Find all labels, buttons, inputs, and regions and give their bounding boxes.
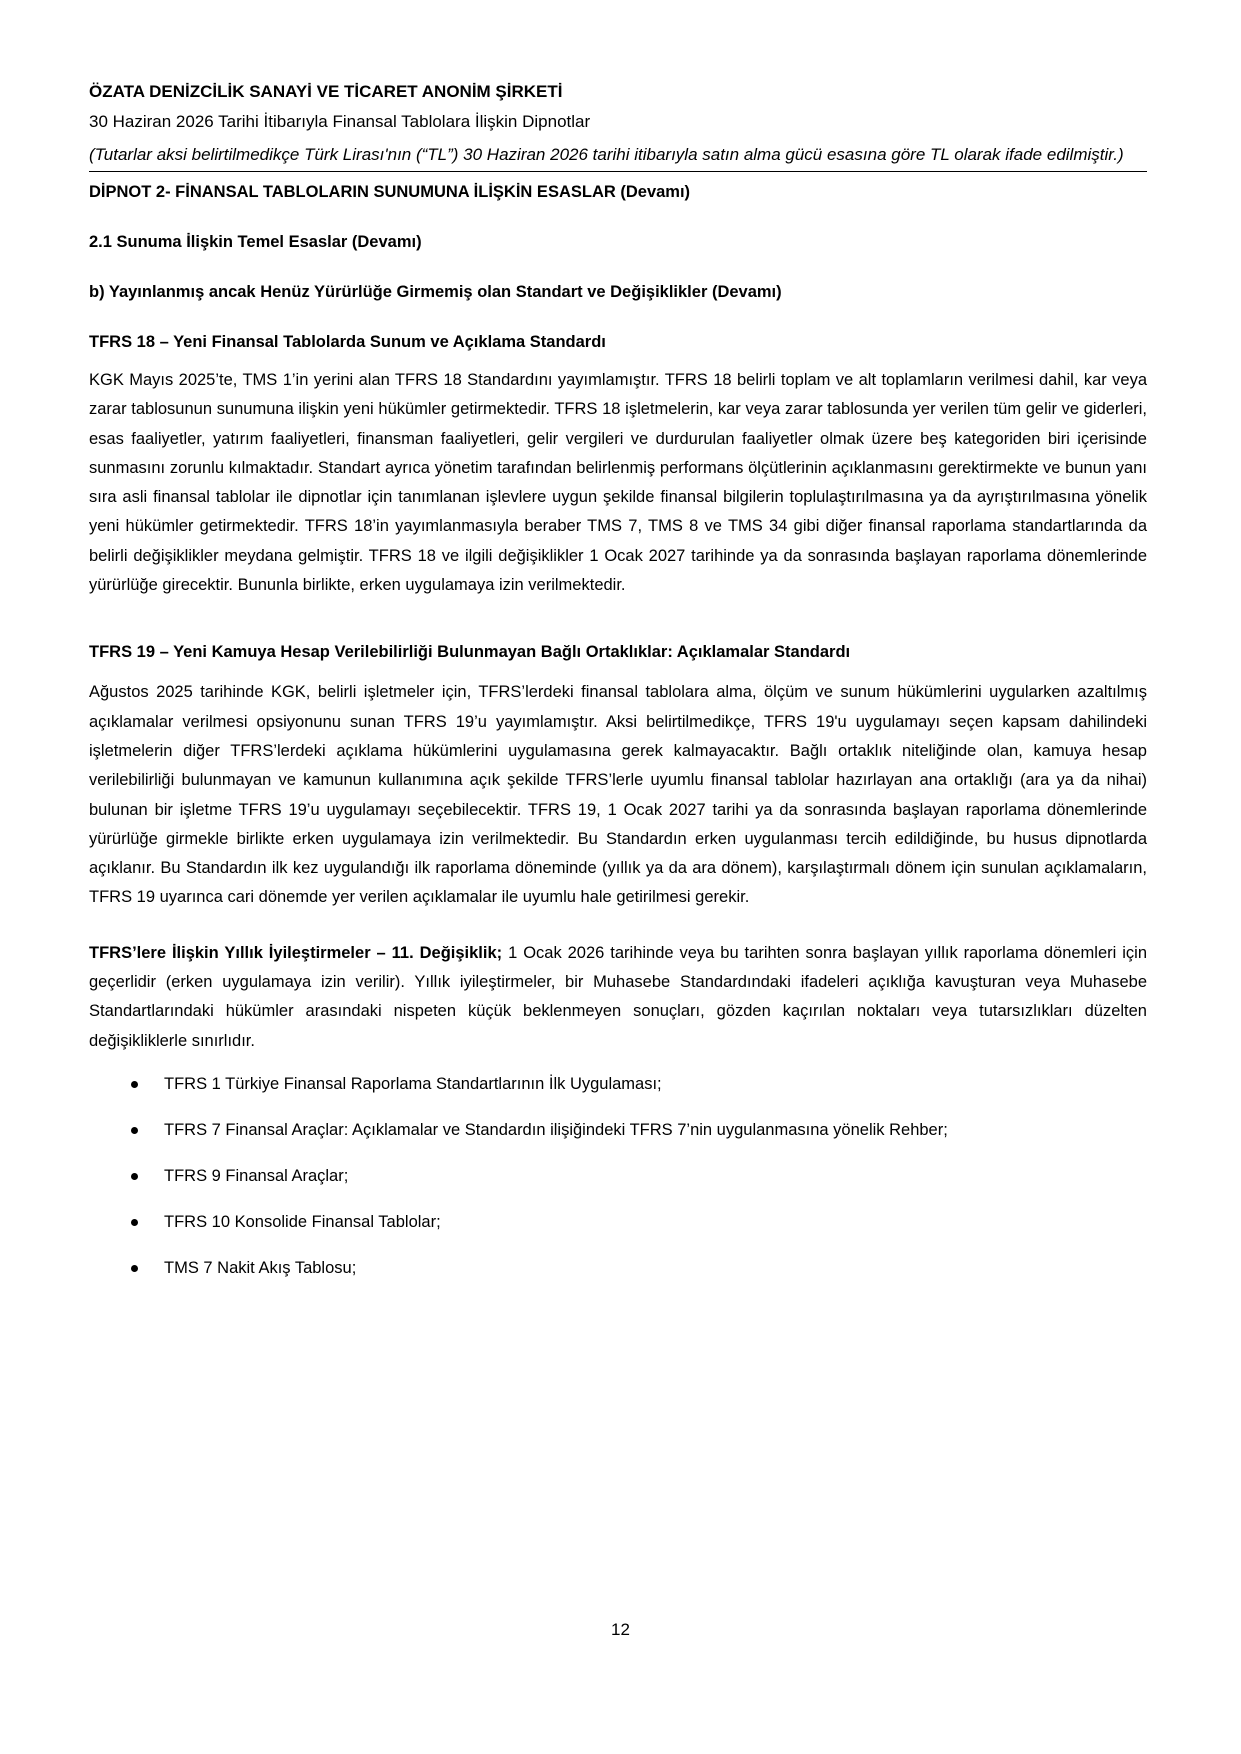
tfrs19-heading: TFRS 19 – Yeni Kamuya Hesap Verilebilirliği Bulunmayan Bağlı Ortaklıklar: Açıklamalar Standardı xyxy=(89,643,851,662)
list-item-text: TFRS 9 Finansal Araçlar; xyxy=(164,1166,349,1185)
improvements-paragraph xyxy=(89,939,1147,1056)
tfrs18-heading: TFRS 18 – Yeni Finansal Tablolarda Sunum ve Açıklama Standardı xyxy=(89,333,606,351)
subsection-b-title: b) Yayınlanmış ancak Henüz Yürürlüğe Girmemiş olan Standart ve Değişiklikler (Devamı) xyxy=(89,283,782,301)
list-item xyxy=(89,1118,1147,1142)
page-number: 12 xyxy=(611,1620,630,1639)
bullet-icon xyxy=(131,1265,138,1272)
document-page xyxy=(89,80,1147,1302)
currency-note: (Tutarlar aksi belirtilmedikçe Türk Lirası'nın (“TL”) 30 Haziran 2026 tarihi itibarıyla satın alma gücü esasına göre TL olarak ifade edilmiştir.) xyxy=(89,145,1124,164)
company-name: ÖZATA DENİZCİLİK SANAYİ VE TİCARET ANONİM ŞİRKETİ xyxy=(89,82,563,101)
improvements-lead: TFRS’lere İlişkin Yıllık İyileştirmeler – 11. Değişiklik; xyxy=(89,943,503,962)
list-item xyxy=(89,1256,1147,1280)
list-item-text: TFRS 10 Konsolide Finansal Tablolar; xyxy=(164,1212,441,1231)
section-title: DİPNOT 2- FİNANSAL TABLOLARIN SUNUMUNA İLİŞKİN ESASLAR (Devamı) xyxy=(89,183,691,201)
bullet-icon xyxy=(131,1127,138,1134)
list-item xyxy=(89,1164,1147,1188)
tfrs18-paragraph: KGK Mayıs 2025’te, TMS 1’in yerini alan TFRS 18 Standardını yayımlamıştır. TFRS 18 belirli toplam ve alt toplamların verilmesi dahil, kar veya zarar tablosunun sunumuna ilişkin yeni hükümler getirmektedir. TFRS 18 işletmelerin, kar veya zarar tablosunda yer verilen tüm gelir ve giderleri, esas faaliyetler, yatırım faaliyetleri, finansman faaliyetleri, gelir vergileri ve durdurulan faaliyetler olmak üzere beş kategoriden biri içerisinde sunmasını zorunlu kılmaktadır. Standart ayrıca yönetim tarafından belirlenmiş performans ölçütlerinin açıklanmasını gerektirmekte ve bunun yanı sıra asli finansal tablolar ile dipnotlar için tanımlanan işlevlere uygun şekilde finansal bilgilerin toplulaştırılmasına ya da ayrıştırılmasına yönelik yeni hükümler getirmektedir. TFRS 18’in yayımlanmasıyla beraber TMS 7, TMS 8 ve TMS 34 gibi diğer finansal raporlama standartlarında da belirli değişiklikler meydana gelmiştir. TFRS 18 ve ilgili değişiklikler 1 Ocak 2027 tarihinde ya da sonrasında başlayan raporlama dönemlerinde yürürlüğe girecektir. Bununla birlikte, erken uygulamaya izin verilmektedir. xyxy=(89,371,1147,595)
document-subtitle: 30 Haziran 2026 Tarihi İtibarıyla Finansal Tablolara İlişkin Dipnotlar xyxy=(89,112,591,131)
bullet-icon xyxy=(131,1219,138,1226)
list-item xyxy=(89,1210,1147,1234)
subsection-title: 2.1 Sunuma İlişkin Temel Esaslar (Devamı) xyxy=(89,233,422,251)
list-item-text: TFRS 7 Finansal Araçlar: Açıklamalar ve Standardın ilişiğindeki TFRS 7’nin uygulanmasına yönelik Rehber; xyxy=(164,1120,948,1139)
bullet-icon xyxy=(131,1173,138,1180)
improvements-text: 1 Ocak 2026 tarihinde veya bu tarihten sonra başlayan yıllık raporlama dönemleri için geçerlidir (erken uygulamaya izin verilir). Yıllık iyileştirmeler, bir Muhasebe Standardındaki ifadeleri açıklığa kavuşturan veya Muhasebe Standartlarındaki hükümler arasındaki nispeten küçük beklenmeyen sonuçları, gözden kaçırılan noktaları veya tutarsızlıkları düzelten değişikliklerle sınırlıdır. xyxy=(89,943,1147,1050)
bullet-icon xyxy=(131,1081,138,1088)
list-item-text: TFRS 1 Türkiye Finansal Raporlama Standartlarının İlk Uygulaması; xyxy=(164,1074,662,1093)
list-item-text: TMS 7 Nakit Akış Tablosu; xyxy=(164,1258,357,1277)
header-divider xyxy=(89,171,1147,172)
tfrs19-paragraph: Ağustos 2025 tarihinde KGK, belirli işletmeler için, TFRS’lerdeki finansal tablolara alma, ölçüm ve sunum hükümlerini uygularken azaltılmış açıklamalar verilmesi opsiyonunu sunan TFRS 19’u yayımlamıştır. Aksi belirtilmedikçe, TFRS 19'u uygulamayı seçen kapsam dahilindeki işletmelerin diğer TFRS’lerdeki açıklama hükümlerini uygulamasına gerek kalmayacaktır. Bağlı ortaklık niteliğinde olan, kamuya hesap verilebilirliği bulunmayan ve kamunun kullanımına açık şekilde TFRS’lerle uyumlu finansal tablolar hazırlayan ana ortaklığı (ara ya da nihai) bulunan bir işletme TFRS 19’u uygulamayı seçebilecektir. TFRS 19, 1 Ocak 2027 tarihi ya da sonrasında başlayan raporlama dönemlerinde yürürlüğe girmekle birlikte erken uygulamaya izin verilmektedir. Bu Standardın erken uygulanması tercih edildiğinde, bu husus dipnotlarda açıklanır. Bu Standardın ilk kez uygulandığı ilk raporlama döneminde (yıllık ya da ara dönem), karşılaştırmalı dönem için sunulan açıklamaların, TFRS 19 uyarınca cari dönemde yer verilen açıklamalar ile uyumlu hale getirilmesi gerekir. xyxy=(89,683,1147,907)
list-item xyxy=(89,1072,1147,1096)
standards-list xyxy=(89,1072,1147,1280)
